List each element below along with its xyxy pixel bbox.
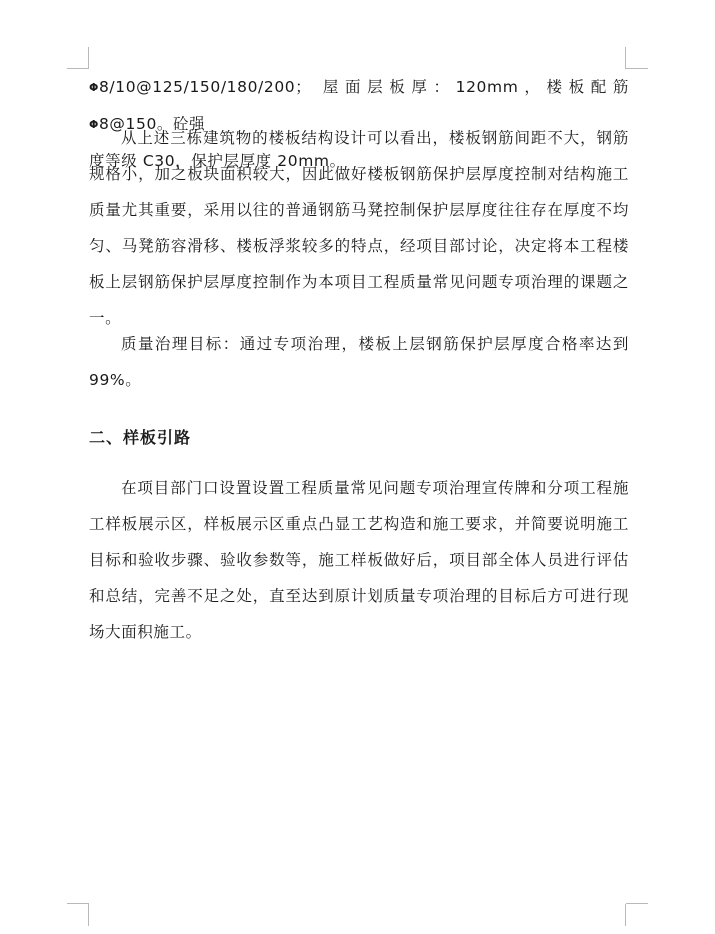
- rebar-symbol: Φ: [89, 81, 99, 94]
- goal-block: [89, 326, 629, 398]
- crop-mark-bottom-left-vertical: [88, 904, 89, 926]
- analysis-block: [89, 120, 629, 336]
- crop-mark-top-left-vertical: [88, 47, 89, 69]
- crop-mark-bottom-left-horizontal: [67, 903, 89, 904]
- crop-mark-bottom-right-horizontal: [626, 903, 648, 904]
- crop-mark-top-right-horizontal: [626, 68, 648, 69]
- section-heading: 二、样板引路: [89, 428, 192, 447]
- crop-mark-top-right-vertical: [625, 47, 626, 69]
- intro-line-2: 度等级 C30，保护层厚度 20mm。: [89, 152, 346, 170]
- intro-line-1-text-a: 8/10@125/150/180/200； 屋面层板厚：120mm，楼板配筋: [98, 78, 629, 96]
- crop-mark-bottom-right-vertical: [625, 904, 626, 926]
- paragraph-sample: 在项目部门口设置设置工程质量常见问题专项治理宣传牌和分项工程施工样板展示区，样板展示区重点凸显工艺构造和施工要求，并简要说明施工目标和验收步骤、验收参数等，施工样板做好后，项目部全体人员进行评估和总结，完善不足之处，直至达到原计划质量专项治理的目标后方可进行现场大面积施工。: [89, 479, 629, 641]
- sample-block: [89, 470, 629, 650]
- crop-mark-top-left-horizontal: [67, 68, 89, 69]
- rebar-symbol-2: Φ: [89, 118, 99, 131]
- paragraph-analysis: 从上述三栋建筑物的楼板结构设计可以看出，楼板钢筋间距不大，钢筋规格小，加之板块面积较大，因此做好楼板钢筋保护层厚度控制对结构施工质量尤其重要，采用以往的普通钢筋马凳控制保护层厚度往往存在厚度不均匀、马凳筋容滑移、楼板浮浆较多的特点，经项目部讨论，决定将本工程楼板上层钢筋保护层厚度控制作为本项目工程质量常见问题专项治理的课题之一。: [89, 129, 629, 327]
- intro-line-1-text-b: 8@150。砼强: [98, 115, 206, 133]
- paragraph-goal: 质量治理目标：通过专项治理，楼板上层钢筋保护层厚度合格率达到 99%。: [89, 335, 629, 389]
